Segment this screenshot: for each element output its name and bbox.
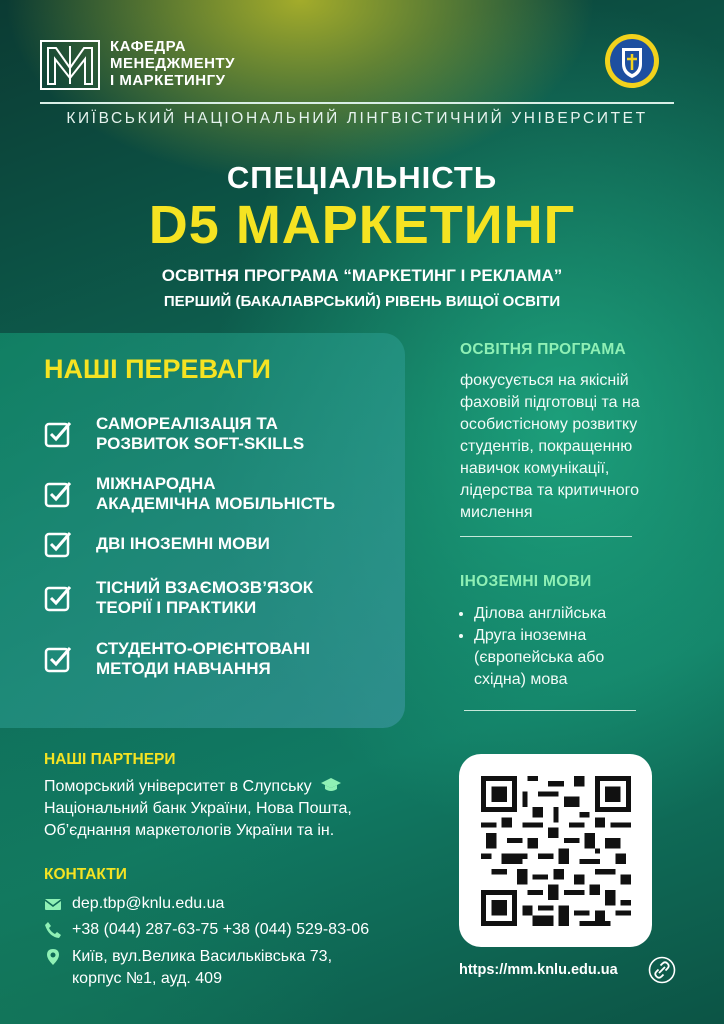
website-link[interactable]: https://mm.knlu.edu.ua (459, 962, 618, 978)
program-info-line: фокусується на якісній (460, 372, 629, 389)
advantages-title: НАШІ ПЕРЕВАГИ (44, 354, 271, 384)
language-item-line: Друга іноземна (474, 627, 587, 644)
advantage-line: ТЕОРІЇ І ПРАКТИКИ (96, 598, 257, 617)
education-level: ПЕРШИЙ (БАКАЛАВРСЬКИЙ) РІВЕНЬ ВИЩОЇ ОСВІТИ (163, 293, 561, 310)
checkbox-icon (44, 420, 72, 448)
advantage-line: САМОРЕАЛІЗАЦІЯ ТА (96, 414, 278, 433)
department-logo-icon (40, 40, 100, 90)
link-icon[interactable] (648, 956, 676, 984)
location-pin-icon (44, 948, 62, 966)
advantage-item (44, 578, 313, 618)
qr-code-icon[interactable] (481, 776, 631, 926)
advantage-line: ТІСНИЙ ВЗАЄМОЗВ’ЯЗОК (96, 578, 314, 597)
program-name: ОСВІТНЯ ПРОГРАМА “МАРКЕТИНГ І РЕКЛАМА” (161, 266, 563, 285)
advantage-line: СТУДЕНТО-ОРІЄНТОВАНІ (96, 639, 311, 658)
address-line: корпус №1, ауд. 409 (72, 970, 222, 987)
checkbox-icon (44, 645, 72, 673)
program-info-line: мислення (460, 504, 533, 521)
advantage-line: ДВІ ІНОЗЕМНІ МОВИ (96, 534, 270, 553)
partners-line (44, 776, 352, 798)
partners-line-text: Поморський університет в Слупську (44, 778, 312, 795)
checkbox-icon (44, 584, 72, 612)
program-info-line: студентів, покращенню (460, 438, 633, 455)
graduation-cap-icon (320, 777, 342, 793)
program-info-line: особистісному розвитку (460, 416, 638, 433)
specialty-name: D5 МАРКЕТИНГ (148, 195, 576, 255)
advantage-item (44, 639, 310, 679)
program-info-line: лідерства та критичного (460, 482, 640, 499)
qr-code-card (459, 754, 652, 947)
department-name (110, 38, 235, 89)
department-name-line3: І МАРКЕТИНГУ (110, 72, 226, 89)
language-item: • Ділова англійська (474, 603, 606, 625)
program-info-line: навичок комунікації, (460, 460, 610, 477)
email-icon (44, 895, 62, 913)
divider (464, 710, 636, 711)
contacts-title: КОНТАКТИ (44, 866, 127, 883)
advantage-line: АКАДЕМІЧНА МОБІЛЬНІСТЬ (96, 494, 336, 513)
department-name-line2: МЕНЕДЖМЕНТУ (110, 55, 235, 72)
partners-line: Об’єднання маркетологів України та ін. (44, 822, 335, 839)
contact-address (44, 946, 332, 990)
languages-list (458, 603, 606, 691)
partners-text (44, 776, 352, 842)
advantage-item (44, 414, 304, 454)
header-divider (40, 102, 674, 104)
program-info-text (460, 370, 640, 524)
checkbox-icon (44, 480, 72, 508)
email-text[interactable]: dep.tbp@knlu.edu.ua (72, 895, 225, 912)
university-emblem-icon (603, 32, 661, 90)
address-line: Київ, вул.Велика Васильківська 73, (72, 948, 333, 965)
divider (460, 536, 632, 537)
checkbox-icon (44, 530, 72, 558)
language-item-line: (європейська або (474, 649, 605, 666)
partners-title: НАШІ ПАРТНЕРИ (44, 751, 176, 768)
language-item (474, 625, 606, 691)
advantage-line: МЕТОДИ НАВЧАННЯ (96, 659, 271, 678)
department-name-line1: КАФЕДРА (110, 38, 187, 55)
contact-email (44, 893, 224, 915)
program-info-line: фаховій підготовці та на (460, 394, 640, 411)
languages-title: ІНОЗЕМНІ МОВИ (460, 573, 592, 590)
program-info-title: ОСВІТНЯ ПРОГРАМА (460, 341, 627, 358)
specialty-label: СПЕЦІАЛЬНІСТЬ (226, 160, 498, 195)
advantage-line: МІЖНАРОДНА (96, 474, 216, 493)
advantage-item (44, 530, 270, 558)
advantage-line: РОЗВИТОК SOFT-SKILLS (96, 434, 305, 453)
phone-icon (44, 921, 62, 939)
partners-line: Національний банк України, Нова Пошта, (44, 800, 352, 817)
contact-phone (44, 919, 369, 941)
university-name: КИЇВСЬКИЙ НАЦІОНАЛЬНИЙ ЛІНГВІСТИЧНИЙ УНІВЕРСИТЕТ (66, 110, 648, 127)
advantage-item (44, 474, 335, 514)
language-item-line: східна) мова (474, 671, 568, 688)
phone-text[interactable]: +38 (044) 287-63-75 +38 (044) 529-83-06 (72, 921, 370, 938)
